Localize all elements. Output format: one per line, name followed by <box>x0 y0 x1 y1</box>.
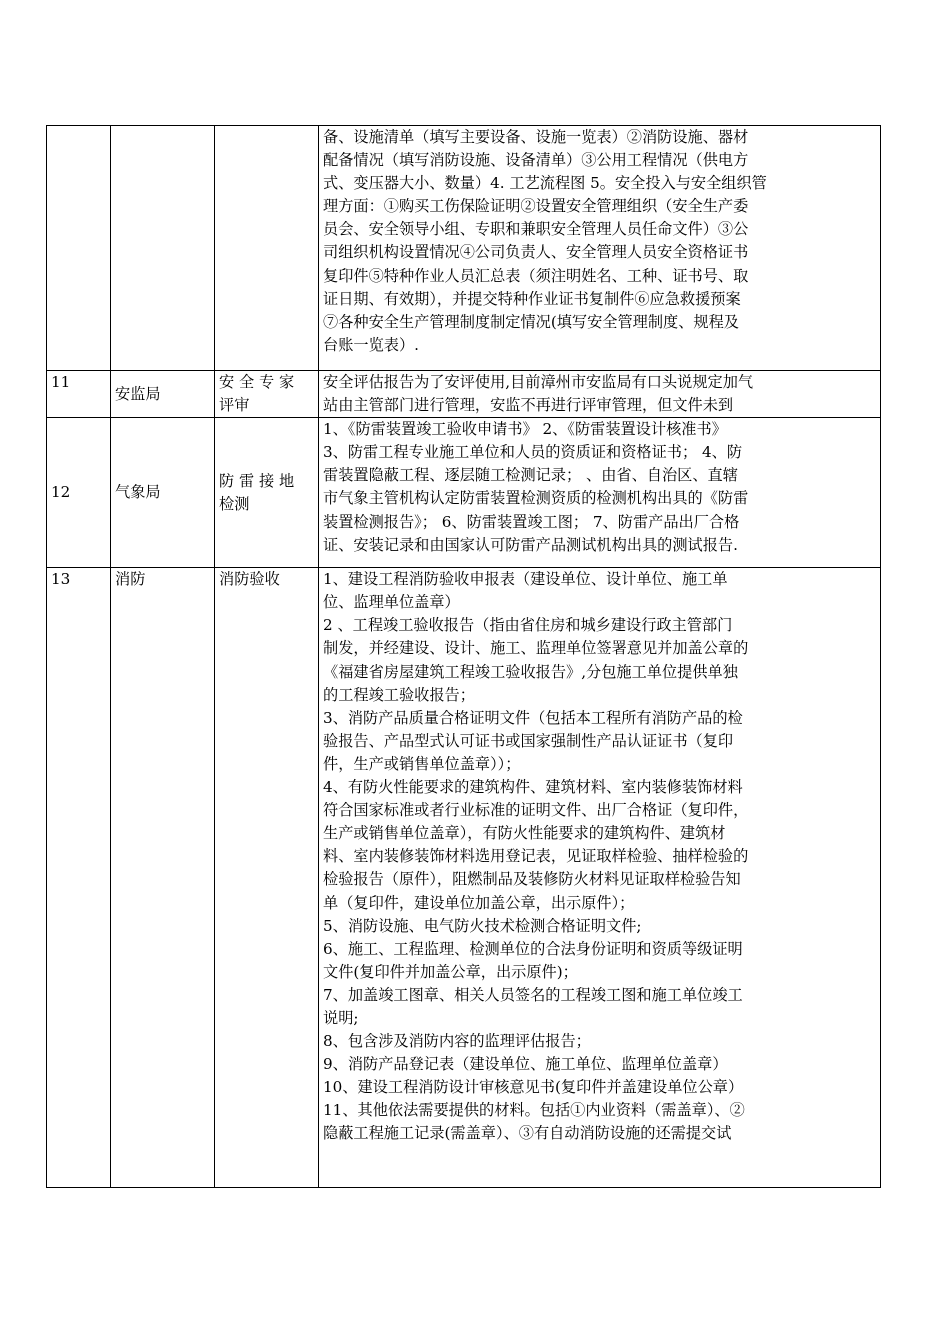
content-line: 雷装置隐蔽工程、逐层随工检测记录； 、由省、自治区、直辖 <box>323 466 738 485</box>
content-line: 6、施工、工程监理、检测单位的合法身份证明和资质等级证明 <box>323 939 743 958</box>
content-line: 理方面：①购买工伤保险证明②设置安全管理组织（安全生产委 <box>323 197 749 216</box>
content-line: 的工程竣工验收报告； <box>323 685 475 704</box>
content-line: 式、变压器大小、数量）4. 工艺流程图 5。安全投入与安全组织管 <box>323 174 767 193</box>
table-row <box>47 418 881 568</box>
content-line: 9、消防产品登记表（建设单位、施工单位、监理单位盖章） <box>323 1055 728 1074</box>
department-cell: 安监局 <box>111 371 215 418</box>
row-number-cell: 13 <box>47 568 111 1188</box>
content-cell <box>319 371 881 418</box>
content-line: 验报告、产品型式认可证书或国家强制性产品认证证书（复印 <box>323 731 734 750</box>
content-line: 3、消防产品质量合格证明文件（包括本工程所有消防产品的检 <box>323 708 743 727</box>
content-line: 1、《防雷装置竣工验收申请书》 2、《防雷装置设计核准书》 <box>323 420 727 439</box>
department-cell: 气象局 <box>111 418 215 568</box>
content-cell <box>319 418 881 568</box>
content-line: 市气象主管机构认定防雷装置检测资质的检测机构出具的《防雷 <box>323 489 749 508</box>
content-line: 10、建设工程消防设计审核意见书(复印件并盖建设单位公章） <box>323 1078 744 1097</box>
item-cell <box>215 126 319 371</box>
content-line: 7、加盖竣工图章、相关人员签名的工程竣工图和施工单位竣工 <box>323 985 743 1004</box>
row-number-cell: 12 <box>47 418 111 568</box>
content-line: 件，生产或销售单位盖章））； <box>323 754 521 773</box>
content-line: 符合国家标准或者行业标准的证明文件、出厂合格证（复印件， <box>323 801 749 820</box>
content-line: 站由主管部门进行管理，安监不再进行评审管理，但文件未到 <box>323 396 734 415</box>
table-row <box>47 371 881 418</box>
item-line: 消防验收 <box>219 570 280 589</box>
content-line: 证、安装记录和由国家认可防雷产品测试机构出具的测试报告. <box>323 535 738 554</box>
content-line: 备、设施清单（填写主要设备、设施一览表）②消防设施、器材 <box>323 128 749 146</box>
content-line: 员会、安全领导小组、专职和兼职安全管理人员任命文件）③公 <box>323 220 749 239</box>
content-line: 台账一览表）. <box>323 335 419 354</box>
content-line: 说明; <box>323 1008 359 1027</box>
content-line: 文件(复印件并加盖公章，出示原件)； <box>323 962 578 981</box>
content-line: ⑦各种安全生产管理制度制定情况(填写安全管理制度、规程及 <box>323 312 739 331</box>
content-line: 装置检测报告》； 6、防雷装置竣工图； 7、防雷产品出厂合格 <box>323 512 740 531</box>
content-line: 安全评估报告为了安评使用,目前漳州市安监局有口头说规定加气 <box>323 373 754 391</box>
content-line: 检验报告（原件），阻燃制品及装修防火材料见证取样检验告知 <box>323 870 741 889</box>
department-cell: 消防 <box>111 568 215 1188</box>
content-line: 1、建设工程消防验收申报表（建设单位、设计单位、施工单 <box>323 570 728 589</box>
content-cell <box>319 126 881 371</box>
item-line: 检测 <box>219 494 250 513</box>
content-line: 司组织机构设置情况④公司负责人、安全管理人员安全资格证书 <box>323 243 749 262</box>
content-line: 证日期、有效期），并提交特种作业证书复制件⑥应急救援预案 <box>323 289 741 308</box>
item-cell <box>215 371 319 418</box>
row-number-cell <box>47 126 111 371</box>
content-line: 2 、工程竣工验收报告（指由省住房和城乡建设行政主管部门 <box>323 616 733 635</box>
content-line: 单（复印件，建设单位加盖公章，出示原件）； <box>323 893 635 912</box>
requirements-table <box>46 125 881 1188</box>
item-line: 防 雷 接 地 <box>219 471 295 490</box>
department-cell <box>111 126 215 371</box>
content-cell <box>319 568 881 1188</box>
item-cell <box>215 568 319 1188</box>
table-row <box>47 126 881 371</box>
content-line: 《福建省房屋建筑工程竣工验收报告》,分包施工单位提供单独 <box>323 662 738 681</box>
content-line: 生产或销售单位盖章），有防火性能要求的建筑构件、建筑材 <box>323 824 726 843</box>
content-line: 3、防雷工程专业施工单位和人员的资质证和资格证书； 4、防 <box>323 443 743 462</box>
table-row <box>47 568 881 1188</box>
content-line: 隐蔽工程施工记录(需盖章）、③有自动消防设施的还需提交试 <box>323 1124 732 1143</box>
content-line: 8、包含涉及消防内容的监理评估报告； <box>323 1032 591 1051</box>
content-line: 配备情况（填写消防设施、设备清单）③公用工程情况（供电方 <box>323 151 749 170</box>
row-number-cell: 11 <box>47 371 111 418</box>
content-line: 料、室内装修装饰材料选用登记表，见证取样检验、抽样检验的 <box>323 847 749 866</box>
item-line: 安 全 专 家 <box>219 373 295 391</box>
content-line: 11、其他依法需要提供的材料。包括①内业资料（需盖章）、② <box>323 1101 745 1120</box>
content-line: 复印件⑤特种作业人员汇总表（须注明姓名、工种、证书号、取 <box>323 266 749 285</box>
item-line: 评审 <box>219 396 250 415</box>
content-line: 位、监理单位盖章） <box>323 593 460 612</box>
content-line: 4、有防火性能要求的建筑构件、建筑材料、室内装修装饰材料 <box>323 778 743 797</box>
content-line: 制发，并经建设、设计、施工、监理单位签署意见并加盖公章的 <box>323 639 749 658</box>
content-line: 5、消防设施、电气防火技术检测合格证明文件; <box>323 916 642 935</box>
item-cell <box>215 418 319 568</box>
